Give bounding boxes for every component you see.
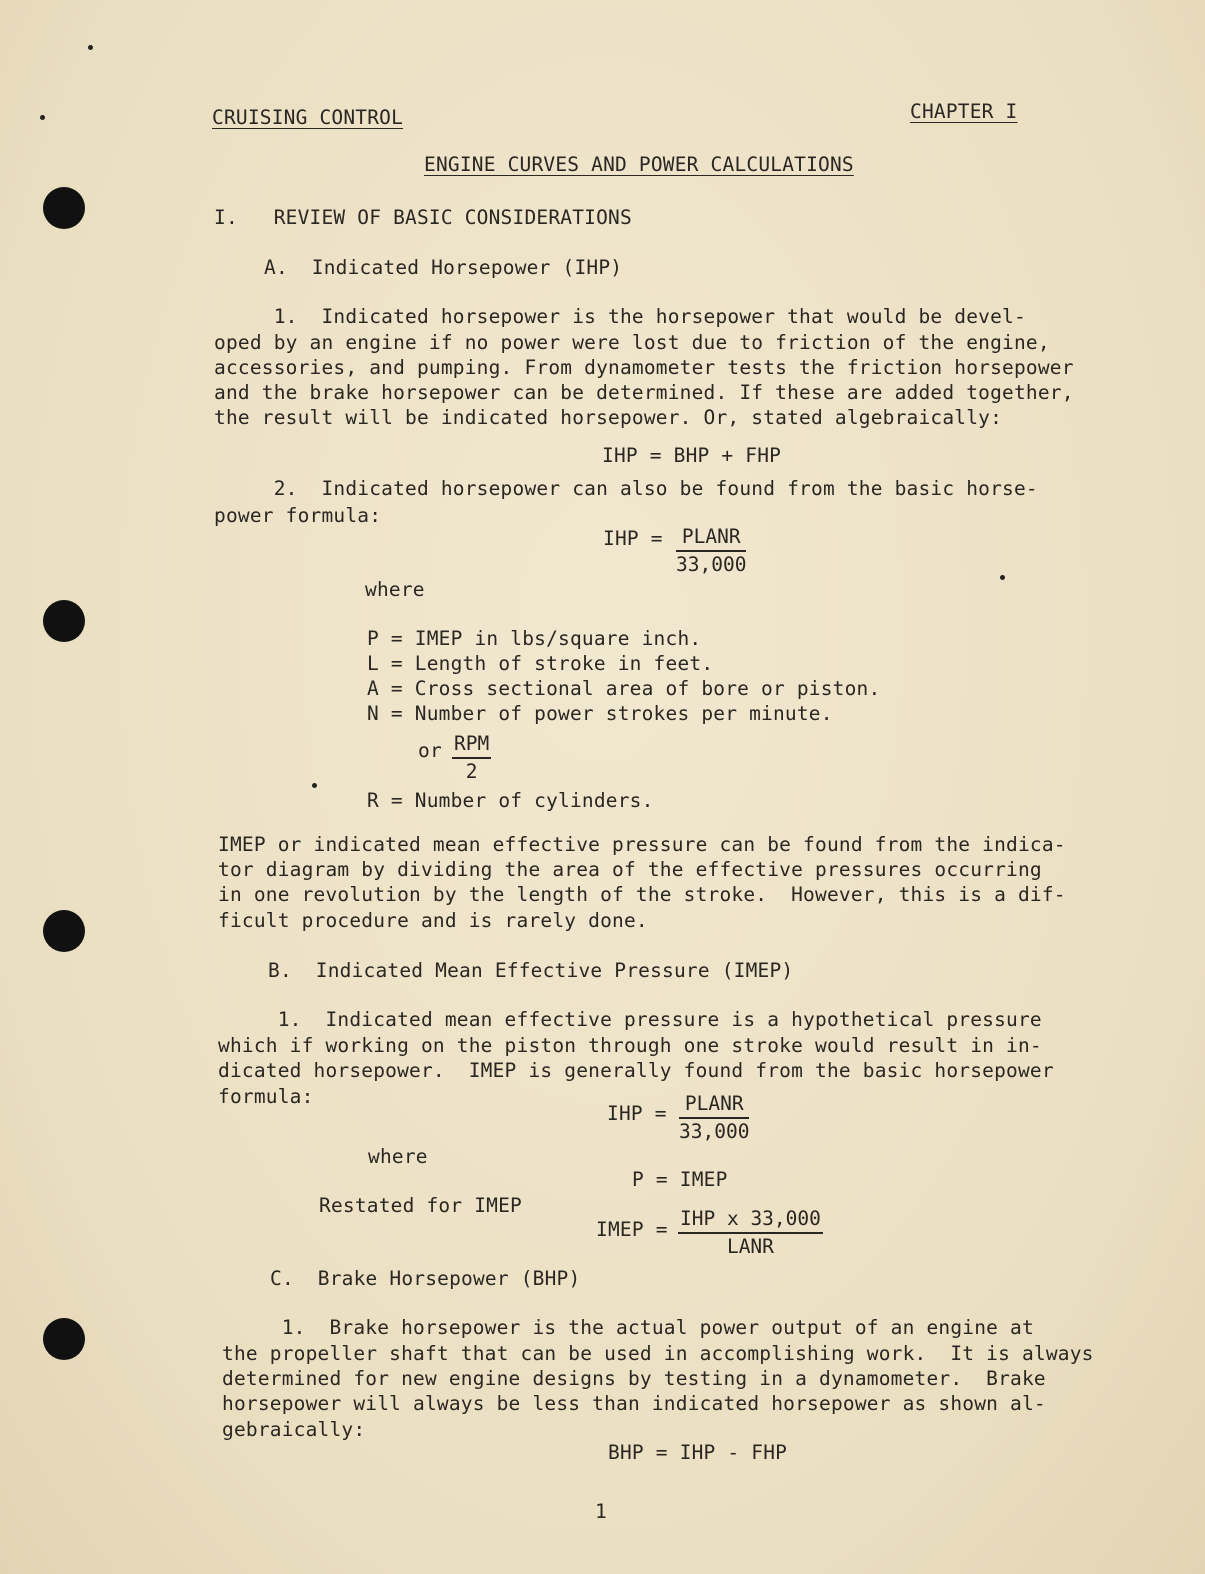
paragraph-line: the result will be indicated horsepower. Or, stated algebraically: [214, 406, 1003, 429]
fraction [676, 527, 746, 574]
definition: P = IMEP in lbs/square inch. [367, 627, 702, 650]
paragraph-line: determined for new engine designs by testing in a dynamometer. Brake [222, 1367, 1046, 1390]
where-label: where [365, 578, 425, 601]
fraction-denominator: 33,000 [676, 552, 747, 576]
subsection-a-heading: A. Indicated Horsepower (IHP) [264, 256, 623, 279]
paragraph-line: horsepower will always be less than indicated horsepower as shown al- [222, 1392, 1046, 1415]
paragraph-line: oped by an engine if no power were lost due to friction of the engine, [214, 331, 1050, 354]
speck [1000, 575, 1005, 580]
speck [312, 783, 317, 788]
equation-lhs: IHP = [607, 1102, 667, 1125]
binder-hole [43, 600, 85, 642]
binder-hole [43, 187, 85, 229]
definition: L = Length of stroke in feet. [367, 652, 714, 675]
fraction-denominator: LANR [726, 1234, 774, 1258]
fraction [678, 1209, 823, 1256]
fraction-numerator: PLANR [676, 527, 746, 552]
page-number: 1 [595, 1500, 607, 1523]
paragraph-line: 1. Indicated horsepower is the horsepower that would be devel- [214, 305, 1026, 328]
paragraph-line: IMEP or indicated mean effective pressure can be found from the indica- [218, 833, 1066, 856]
subsection-c-heading: C. Brake Horsepower (BHP) [270, 1267, 581, 1290]
fraction [452, 734, 491, 781]
definition: R = Number of cylinders. [367, 789, 654, 812]
paragraph-line: 2. Indicated horsepower can also be found from the basic horse- [214, 477, 1038, 500]
restated-label: Restated for IMEP [319, 1194, 522, 1217]
fraction-denominator: 2 [465, 759, 478, 783]
paragraph-line: formula: [218, 1085, 314, 1108]
definition: A = Cross sectional area of bore or piston. [367, 677, 881, 700]
equation-lhs: IMEP = [596, 1218, 668, 1241]
header-left: CRUISING CONTROL [212, 106, 404, 129]
or-label: or [418, 739, 442, 762]
paragraph-line: ficult procedure and is rarely done. [218, 909, 648, 932]
definition: N = Number of power strokes per minute. [367, 702, 833, 725]
header-right: CHAPTER I [910, 100, 1018, 123]
paragraph-line: accessories, and pumping. From dynamometer tests the friction horsepower [214, 356, 1074, 379]
section-heading: I. REVIEW OF BASIC CONSIDERATIONS [214, 206, 632, 229]
speck [40, 115, 45, 120]
paragraph-line: which if working on the piston through one stroke would result in in- [218, 1034, 1042, 1057]
paragraph-line: 1. Brake horsepower is the actual power output of an engine at [222, 1316, 1034, 1339]
definition: P = IMEP [632, 1168, 728, 1191]
equation: IHP = BHP + FHP [602, 444, 782, 467]
where-label: where [368, 1145, 428, 1168]
binder-hole [43, 1318, 85, 1360]
paragraph-line: gebraically: [222, 1418, 366, 1441]
paragraph-line: the propeller shaft that can be used in accomplishing work. It is always [222, 1342, 1094, 1365]
equation: BHP = IHP - FHP [608, 1441, 788, 1464]
fraction-numerator: RPM [452, 734, 491, 759]
paragraph-line: dicated horsepower. IMEP is generally found from the basic horsepower [218, 1059, 1054, 1082]
fraction [679, 1094, 749, 1141]
paragraph-line: 1. Indicated mean effective pressure is a hypothetical pressure [218, 1008, 1042, 1031]
paragraph-line: in one revolution by the length of the stroke. However, this is a dif- [218, 883, 1066, 906]
paragraph-line: tor diagram by dividing the area of the effective pressures occurring [218, 858, 1042, 881]
paragraph-line: and the brake horsepower can be determined. If these are added together, [214, 381, 1074, 404]
equation-lhs: IHP = [603, 527, 663, 550]
subsection-b-heading: B. Indicated Mean Effective Pressure (IMEP) [268, 959, 794, 982]
fraction-denominator: 33,000 [679, 1119, 750, 1143]
binder-hole [43, 910, 85, 952]
page-title: ENGINE CURVES AND POWER CALCULATIONS [424, 153, 854, 176]
fraction-numerator: PLANR [679, 1094, 749, 1119]
speck [88, 45, 93, 50]
fraction-numerator: IHP x 33,000 [678, 1209, 823, 1234]
paragraph-line: power formula: [214, 504, 382, 527]
